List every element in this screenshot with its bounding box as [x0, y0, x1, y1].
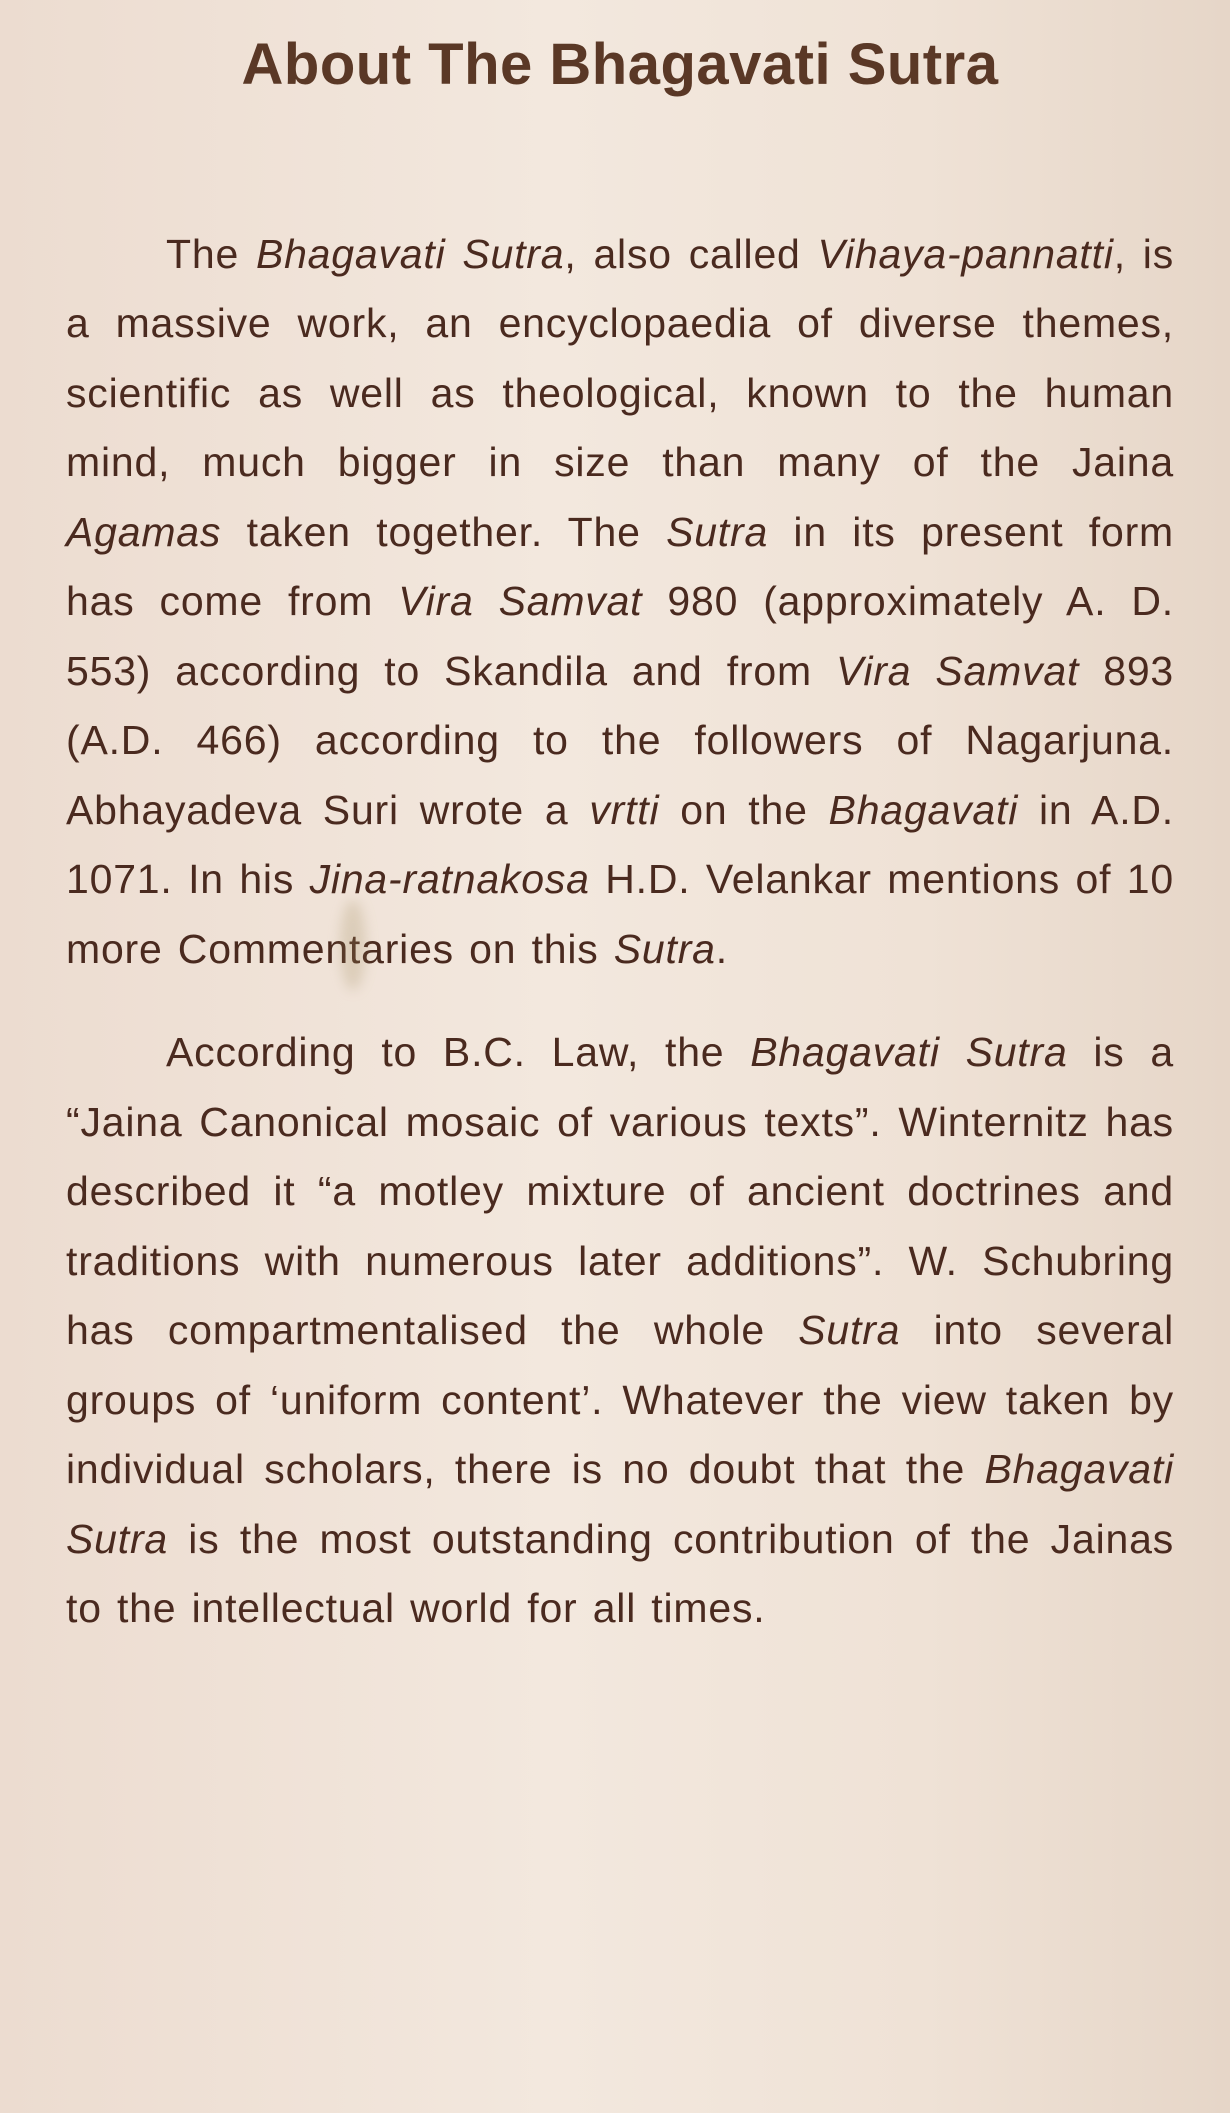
italic-text-segment: Sutra	[666, 508, 769, 555]
text-segment: The	[166, 230, 256, 277]
paragraph	[66, 220, 1174, 985]
italic-text-segment: Bhagavati Sutra	[66, 1446, 1174, 1562]
italic-text-segment: Agamas	[66, 508, 222, 555]
article-body	[66, 220, 1174, 1644]
page-title: About The Bhagavati Sutra	[241, 32, 999, 97]
italic-text-segment: Sutra	[613, 925, 716, 972]
text-segment: 980 (approximately A. D. 553) according to Skandila and from	[66, 578, 1174, 694]
italic-text-segment: vrtti	[589, 786, 660, 833]
text-segment: on the	[659, 786, 829, 833]
italic-text-segment: Bhagavati	[828, 786, 1019, 833]
italic-text-segment: Bhagavati Sutra	[750, 1029, 1068, 1076]
text-segment: , also called	[564, 230, 818, 277]
italic-text-segment: Vihaya-pannatti	[817, 230, 1114, 277]
text-segment: 893 (A.D. 466) according to the followers of Nagarjuna. Abhayadeva Suri wrote a	[66, 647, 1175, 833]
text-segment: in its present form has come from	[66, 508, 1174, 625]
paper-stain	[340, 900, 366, 990]
italic-text-segment: Bhagavati Sutra	[255, 230, 565, 277]
italic-text-segment: Vira Samvat	[398, 578, 643, 625]
text-segment: is a “Jaina Canonical mosaic of various texts”. Winternitz has described it “a motley mixture of ancient doctrines and traditions with numerous later additions”. W. Schubring has compartmentalised the whole	[66, 1029, 1174, 1354]
text-segment: into several groups of ‘uniform content’. Whatever the view taken by individual scholars, there is no doubt that the	[66, 1307, 1174, 1493]
text-segment: , is a massive work, an encyclopaedia of diverse themes, scientific as well as theological, known to the human mind, much bigger in size than many of the Jaina	[66, 230, 1175, 486]
italic-text-segment: Sutra	[798, 1307, 901, 1354]
italic-text-segment: Jina-ratnakosa	[309, 856, 590, 903]
text-segment: is the most outstanding contribution of the Jainas to the intellectual world for all times.	[66, 1515, 1174, 1632]
text-segment: taken together. The	[221, 508, 667, 555]
text-segment: in A.D. 1071. In his	[66, 786, 1174, 903]
text-segment: .	[715, 925, 728, 972]
text-segment: According to B.C. Law, the	[166, 1029, 751, 1076]
paragraph	[66, 1018, 1174, 1644]
text-segment: H.D. Velankar mentions of 10 more Commentaries on this	[66, 856, 1175, 972]
italic-text-segment: Vira Samvat	[835, 647, 1080, 694]
